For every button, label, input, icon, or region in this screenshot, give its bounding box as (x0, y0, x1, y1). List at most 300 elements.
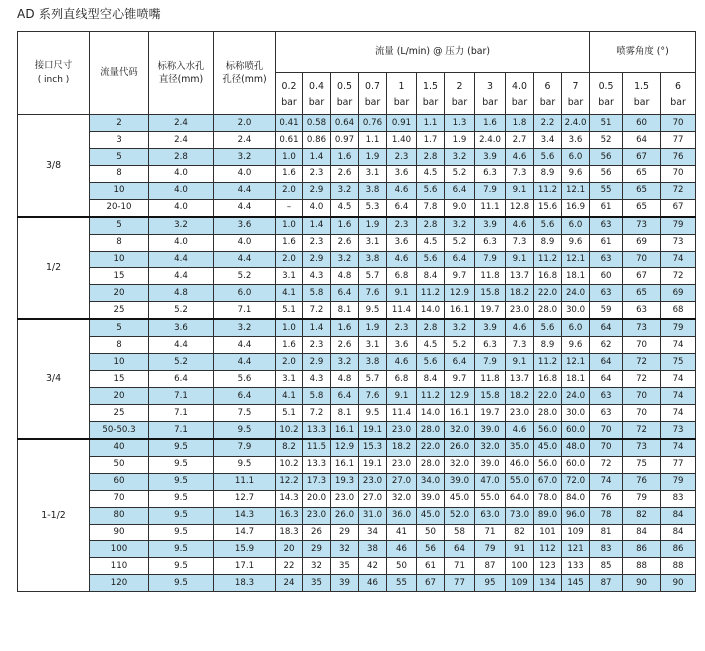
flow-value-cell: 6.8 (387, 268, 417, 285)
inlet-diameter-cell: 4.0 (149, 182, 214, 199)
flow-value-cell: 24.0 (562, 388, 590, 405)
flow-value-cell: 2.3 (387, 148, 417, 165)
flow-value-cell: 109 (562, 524, 590, 541)
flow-value-cell: 2.3 (303, 234, 331, 251)
inlet-diameter-cell: 4.4 (149, 337, 214, 354)
header-orifice-label: 标称喷孔 (225, 61, 264, 73)
angle-pressure-header (590, 73, 623, 115)
flow-value-cell: 6.4 (331, 388, 359, 405)
table-row (18, 182, 696, 199)
flow-value-cell: 84.0 (562, 490, 590, 507)
flow-value-cell: 4.8 (331, 371, 359, 388)
flow-value-cell: 6.3 (475, 337, 506, 354)
flow-value-cell: 19.3 (331, 473, 359, 490)
flow-value-cell: 5.7 (359, 371, 387, 388)
orifice-diameter-cell: 12.7 (214, 490, 276, 507)
flow-value-cell: 56.0 (534, 421, 562, 438)
spray-angle-cell: 73 (623, 439, 661, 456)
flow-value-cell: 7.3 (506, 165, 534, 182)
flow-value-cell: 12.9 (445, 388, 475, 405)
flow-value-cell: 2.9 (303, 354, 331, 371)
spray-angle-cell: 76 (623, 473, 661, 490)
spray-angle-cell: 74 (661, 371, 696, 388)
orifice-diameter-cell: 14.7 (214, 524, 276, 541)
flow-value-cell: 77 (445, 575, 475, 592)
orifice-diameter-cell: 11.1 (214, 473, 276, 490)
connection-size-cell: 3/4 (18, 319, 90, 439)
pressure-unit: bar (482, 96, 498, 108)
header-inlet-unit: 直径(mm) (158, 73, 204, 85)
table-row (18, 490, 696, 507)
flow-value-cell: 13.3 (303, 456, 331, 473)
flow-value-cell: 2.3 (387, 319, 417, 336)
flow-value-cell: 23.0 (303, 507, 331, 524)
inlet-diameter-cell: 7.1 (149, 388, 214, 405)
pressure-unit: bar (451, 96, 468, 108)
spray-angle-cell: 65 (623, 165, 661, 182)
flow-code-cell: 5 (90, 319, 149, 336)
flow-value-cell: 11.2 (534, 182, 562, 199)
flow-value-cell: 7.6 (359, 285, 387, 302)
table-row (18, 234, 696, 251)
orifice-diameter-cell: 18.3 (214, 575, 276, 592)
table-row (18, 456, 696, 473)
inlet-diameter-cell: 5.2 (149, 302, 214, 319)
angle-pressure-header (623, 73, 661, 115)
spray-angle-cell: 72 (590, 456, 623, 473)
flow-value-cell: 11.4 (387, 404, 417, 421)
spray-angle-cell: 74 (661, 337, 696, 354)
flow-value-cell: 1.4 (303, 217, 331, 234)
spray-angle-cell: 74 (661, 439, 696, 456)
flow-value-cell: 1.3 (445, 115, 475, 132)
spray-angle-cell: 63 (590, 217, 623, 234)
spray-angle-cell: 84 (661, 524, 696, 541)
flow-value-cell: 0.76 (359, 115, 387, 132)
flow-value-cell: 5.6 (534, 148, 562, 165)
flow-value-cell: 46 (359, 575, 387, 592)
flow-value-cell: 19.7 (475, 302, 506, 319)
flow-value-cell: 16.3 (276, 507, 303, 524)
spray-angle-cell: 86 (623, 541, 661, 558)
spray-angle-cell: 72 (623, 421, 661, 438)
flow-value-cell: 1.6 (331, 148, 359, 165)
orifice-diameter-cell: 3.2 (214, 148, 276, 165)
flow-code-cell: 70 (90, 490, 149, 507)
flow-value-cell: 4.5 (331, 199, 359, 216)
flow-value-cell: 9.7 (445, 268, 475, 285)
flow-value-cell: 32.0 (387, 490, 417, 507)
flow-value-cell: 24 (276, 575, 303, 592)
spray-angle-cell: 69 (661, 285, 696, 302)
pressure-value: 1 (398, 80, 405, 92)
flow-value-cell: 1.40 (387, 131, 417, 148)
flow-code-cell: 25 (90, 302, 149, 319)
flow-code-cell: 90 (90, 524, 149, 541)
flow-value-cell: 18.2 (387, 439, 417, 456)
spray-angle-cell: 70 (661, 165, 696, 182)
flow-value-cell: 123 (534, 558, 562, 575)
spray-angle-cell: 56 (590, 165, 623, 182)
flow-value-cell: 3.6 (387, 337, 417, 354)
flow-value-cell: 4.8 (331, 268, 359, 285)
flow-value-cell: 2.8 (417, 319, 445, 336)
spray-angle-cell: 67 (623, 148, 661, 165)
flow-value-cell: 1.7 (417, 131, 445, 148)
spray-angle-cell: 60 (590, 268, 623, 285)
header-spray-angle: 喷雾角度 (°) (590, 32, 696, 73)
orifice-diameter-cell: 2.4 (214, 131, 276, 148)
flow-value-cell: 14.3 (276, 490, 303, 507)
flow-pressure-header (303, 73, 331, 115)
flow-value-cell: 47.0 (475, 473, 506, 490)
flow-value-cell: 8.9 (534, 234, 562, 251)
flow-value-cell: 6.4 (445, 182, 475, 199)
flow-value-cell: 6.4 (445, 251, 475, 268)
flow-value-cell: 9.1 (506, 251, 534, 268)
flow-value-cell: 12.9 (331, 439, 359, 456)
spray-angle-cell: 61 (590, 234, 623, 251)
flow-value-cell: 3.9 (475, 148, 506, 165)
flow-value-cell: 1.1 (417, 115, 445, 132)
header-orifice-diameter (214, 32, 276, 115)
table-row (18, 388, 696, 405)
flow-value-cell: 3.9 (475, 217, 506, 234)
flow-value-cell: 52.0 (445, 507, 475, 524)
flow-value-cell: 12.1 (562, 354, 590, 371)
spray-angle-cell: 63 (590, 388, 623, 405)
table-row (18, 473, 696, 490)
flow-value-cell: 2.0 (276, 182, 303, 199)
flow-code-cell: 40 (90, 439, 149, 456)
table-row (18, 558, 696, 575)
spray-angle-cell: 70 (661, 115, 696, 132)
inlet-diameter-cell: 2.4 (149, 115, 214, 132)
flow-value-cell: 4.5 (417, 234, 445, 251)
flow-value-cell: 3.4 (534, 131, 562, 148)
flow-pressure-header (534, 73, 562, 115)
orifice-diameter-cell: 5.2 (214, 268, 276, 285)
flow-value-cell: 6.4 (387, 199, 417, 216)
flow-value-cell: 0.58 (303, 115, 331, 132)
flow-value-cell: 2.8 (417, 217, 445, 234)
flow-value-cell: 3.1 (276, 268, 303, 285)
flow-value-cell: 39.0 (417, 490, 445, 507)
flow-value-cell: 29 (303, 541, 331, 558)
orifice-diameter-cell: 4.0 (214, 234, 276, 251)
flow-value-cell: 2.4.0 (562, 115, 590, 132)
orifice-diameter-cell: 6.4 (214, 388, 276, 405)
pressure-value: 6 (675, 80, 682, 92)
flow-value-cell: 6.8 (387, 371, 417, 388)
flow-value-cell: 1.0 (276, 148, 303, 165)
orifice-diameter-cell: 5.6 (214, 371, 276, 388)
flow-value-cell: 32 (303, 558, 331, 575)
orifice-diameter-cell: 4.4 (214, 251, 276, 268)
pressure-value: 7 (572, 80, 579, 92)
flow-value-cell: 18.2 (506, 285, 534, 302)
flow-value-cell: 36.0 (387, 507, 417, 524)
flow-value-cell: 5.8 (303, 388, 331, 405)
flow-code-cell: 5 (90, 148, 149, 165)
spray-angle-cell: 72 (661, 182, 696, 199)
flow-value-cell: 67 (417, 575, 445, 592)
flow-value-cell: 2.3 (303, 337, 331, 354)
flow-value-cell: 7.6 (359, 388, 387, 405)
flow-code-cell: 20-10 (90, 199, 149, 216)
spray-angle-cell: 77 (661, 456, 696, 473)
flow-value-cell: 4.0 (303, 199, 331, 216)
spray-angle-cell: 76 (661, 148, 696, 165)
flow-value-cell: 3.2 (331, 354, 359, 371)
flow-value-cell: 4.6 (506, 421, 534, 438)
spray-angle-cell: 69 (623, 234, 661, 251)
pressure-unit: bar (539, 96, 556, 108)
flow-value-cell: 35.0 (506, 439, 534, 456)
flow-value-cell: 2.8 (417, 148, 445, 165)
flow-value-cell: 11.5 (303, 439, 331, 456)
flow-value-cell: 48.0 (562, 439, 590, 456)
flow-value-cell: 11.2 (534, 354, 562, 371)
inlet-diameter-cell: 4.0 (149, 165, 214, 182)
table-row (18, 115, 696, 132)
flow-value-cell: 28.0 (417, 456, 445, 473)
spray-angle-cell: 76 (590, 490, 623, 507)
orifice-diameter-cell: 3.2 (214, 319, 276, 336)
flow-value-cell: 2.6 (331, 337, 359, 354)
flow-value-cell: 22.0 (534, 388, 562, 405)
flow-value-cell: 9.1 (387, 388, 417, 405)
flow-value-cell: 5.6 (417, 251, 445, 268)
flow-value-cell: 32 (331, 541, 359, 558)
spray-angle-cell: 77 (661, 131, 696, 148)
spray-angle-cell: 64 (590, 319, 623, 336)
flow-pressure-header (417, 73, 445, 115)
flow-value-cell: 23.0 (387, 456, 417, 473)
flow-value-cell: 26.0 (331, 507, 359, 524)
inlet-diameter-cell: 9.5 (149, 456, 214, 473)
flow-value-cell: 1.9 (359, 319, 387, 336)
flow-value-cell: 23.0 (506, 404, 534, 421)
flow-value-cell: 1.6 (276, 337, 303, 354)
orifice-diameter-cell: 9.5 (214, 456, 276, 473)
flow-value-cell: 8.2 (276, 439, 303, 456)
flow-value-cell: 28.0 (417, 421, 445, 438)
spray-angle-cell: 64 (590, 354, 623, 371)
flow-value-cell: 8.4 (417, 268, 445, 285)
flow-value-cell: 5.6 (534, 319, 562, 336)
flow-code-cell: 15 (90, 371, 149, 388)
spray-angle-cell: 84 (661, 507, 696, 524)
inlet-diameter-cell: 9.5 (149, 558, 214, 575)
spray-angle-cell: 70 (623, 404, 661, 421)
flow-value-cell: 16.9 (562, 199, 590, 216)
table-row (18, 199, 696, 216)
flow-value-cell: 6.0 (562, 148, 590, 165)
flow-value-cell: 16.8 (534, 268, 562, 285)
flow-value-cell: 2.4.0 (475, 131, 506, 148)
flow-value-cell: 61 (417, 558, 445, 575)
flow-value-cell: 32.0 (445, 456, 475, 473)
flow-value-cell: 11.8 (475, 371, 506, 388)
flow-value-cell: 15.8 (475, 388, 506, 405)
inlet-diameter-cell: 4.4 (149, 268, 214, 285)
flow-value-cell: 22 (276, 558, 303, 575)
pressure-unit: bar (511, 96, 528, 108)
orifice-diameter-cell: 4.4 (214, 182, 276, 199)
flow-value-cell: 71 (445, 558, 475, 575)
connection-size-cell: 1-1/2 (18, 439, 90, 592)
flow-value-cell: 45.0 (417, 507, 445, 524)
flow-code-cell: 8 (90, 337, 149, 354)
flow-value-cell: 14.0 (417, 302, 445, 319)
spray-angle-cell: 70 (623, 388, 661, 405)
spray-angle-cell: 90 (623, 575, 661, 592)
flow-value-cell: 16.8 (534, 371, 562, 388)
flow-code-cell: 3 (90, 131, 149, 148)
flow-value-cell: 9.1 (506, 182, 534, 199)
flow-value-cell: 11.1 (475, 199, 506, 216)
pressure-value: 3 (487, 80, 493, 92)
flow-value-cell: 23.0 (359, 473, 387, 490)
flow-value-cell: 1.6 (475, 115, 506, 132)
flow-value-cell: 35 (303, 575, 331, 592)
table-body (18, 115, 696, 592)
orifice-diameter-cell: 2.0 (214, 115, 276, 132)
flow-code-cell: 80 (90, 507, 149, 524)
flow-value-cell: 6.0 (562, 319, 590, 336)
flow-value-cell: 1.4 (303, 319, 331, 336)
flow-value-cell: 46 (387, 541, 417, 558)
flow-value-cell: 2.6 (331, 234, 359, 251)
flow-value-cell: 18.2 (506, 388, 534, 405)
table-row (18, 217, 696, 234)
flow-value-cell: 87 (475, 558, 506, 575)
orifice-diameter-cell: 4.4 (214, 337, 276, 354)
flow-value-cell: 0.86 (303, 131, 331, 148)
flow-value-cell: 67.0 (534, 473, 562, 490)
orifice-diameter-cell: 4.4 (214, 199, 276, 216)
table-row (18, 131, 696, 148)
flow-value-cell: 19.1 (359, 421, 387, 438)
table-row (18, 507, 696, 524)
flow-value-cell: 109 (506, 575, 534, 592)
flow-code-cell: 10 (90, 251, 149, 268)
flow-value-cell: 15.6 (534, 199, 562, 216)
flow-pressure-header (562, 73, 590, 115)
orifice-diameter-cell: 14.3 (214, 507, 276, 524)
flow-code-cell: 8 (90, 165, 149, 182)
spray-angle-cell: 75 (661, 354, 696, 371)
flow-value-cell: 41 (387, 524, 417, 541)
spray-angle-cell: 72 (661, 268, 696, 285)
flow-value-cell: 8.4 (417, 371, 445, 388)
flow-value-cell: 79 (475, 541, 506, 558)
flow-value-cell: 95 (475, 575, 506, 592)
flow-value-cell: 10.2 (276, 421, 303, 438)
flow-value-cell: 18.1 (562, 268, 590, 285)
inlet-diameter-cell: 5.2 (149, 354, 214, 371)
flow-value-cell: 112 (534, 541, 562, 558)
spray-angle-cell: 61 (590, 199, 623, 216)
flow-value-cell: 78.0 (534, 490, 562, 507)
flow-value-cell: 4.6 (387, 354, 417, 371)
flow-value-cell: 1.0 (276, 217, 303, 234)
flow-code-cell: 10 (90, 182, 149, 199)
flow-value-cell: 7.2 (303, 302, 331, 319)
flow-value-cell: 34.0 (417, 473, 445, 490)
spray-angle-cell: 87 (590, 575, 623, 592)
table-row (18, 302, 696, 319)
flow-value-cell: 5.3 (359, 199, 387, 216)
flow-value-cell: 4.6 (506, 148, 534, 165)
inlet-diameter-cell: 9.5 (149, 473, 214, 490)
table-row (18, 285, 696, 302)
flow-value-cell: 56.0 (534, 456, 562, 473)
flow-value-cell: 4.1 (276, 285, 303, 302)
spray-angle-cell: 63 (590, 251, 623, 268)
flow-value-cell: 5.1 (276, 404, 303, 421)
inlet-diameter-cell: 2.8 (149, 148, 214, 165)
flow-value-cell: 2.9 (303, 182, 331, 199)
inlet-diameter-cell: 3.2 (149, 217, 214, 234)
flow-value-cell: 46.0 (506, 456, 534, 473)
spray-angle-cell: 63 (590, 285, 623, 302)
flow-value-cell: 29 (331, 524, 359, 541)
orifice-diameter-cell: 7.9 (214, 439, 276, 456)
flow-value-cell: 9.5 (359, 302, 387, 319)
flow-value-cell: 23.0 (387, 421, 417, 438)
flow-value-cell: 1.0 (276, 319, 303, 336)
flow-value-cell: 4.5 (417, 165, 445, 182)
orifice-diameter-cell: 7.5 (214, 404, 276, 421)
header-flow-rate: 流量 (L/min) @ 压力 (bar) (276, 32, 590, 73)
flow-value-cell: 42 (359, 558, 387, 575)
flow-value-cell: 5.1 (276, 302, 303, 319)
flow-value-cell: 73.0 (506, 507, 534, 524)
flow-code-cell: 20 (90, 285, 149, 302)
flow-value-cell: 3.8 (359, 354, 387, 371)
spray-angle-cell: 73 (623, 217, 661, 234)
spray-angle-cell: 65 (623, 199, 661, 216)
inlet-diameter-cell: 9.5 (149, 490, 214, 507)
pressure-unit: bar (598, 96, 614, 108)
pressure-value: 1.5 (634, 80, 649, 92)
spray-angle-cell: 81 (590, 524, 623, 541)
flow-value-cell: 55.0 (475, 490, 506, 507)
flow-value-cell: 3.2 (445, 148, 475, 165)
flow-value-cell: 60.0 (562, 421, 590, 438)
flow-value-cell: 12.2 (276, 473, 303, 490)
flow-value-cell: 9.6 (562, 165, 590, 182)
flow-value-cell: 22.0 (417, 439, 445, 456)
flow-value-cell: 45.0 (445, 490, 475, 507)
header-connection-label: 接口尺寸 (34, 60, 73, 72)
flow-value-cell: 5.7 (359, 268, 387, 285)
pressure-unit: bar (422, 96, 439, 108)
flow-value-cell: 9.1 (506, 354, 534, 371)
pressure-value: 1.5 (423, 80, 438, 92)
flow-value-cell: 6.4 (331, 285, 359, 302)
spray-angle-cell: 84 (623, 524, 661, 541)
flow-code-cell: 110 (90, 558, 149, 575)
flow-code-cell: 60 (90, 473, 149, 490)
spray-angle-cell: 67 (661, 199, 696, 216)
spray-angle-cell: 70 (623, 251, 661, 268)
flow-value-cell: 18.1 (562, 371, 590, 388)
inlet-diameter-cell: 9.5 (149, 524, 214, 541)
flow-code-cell: 25 (90, 404, 149, 421)
